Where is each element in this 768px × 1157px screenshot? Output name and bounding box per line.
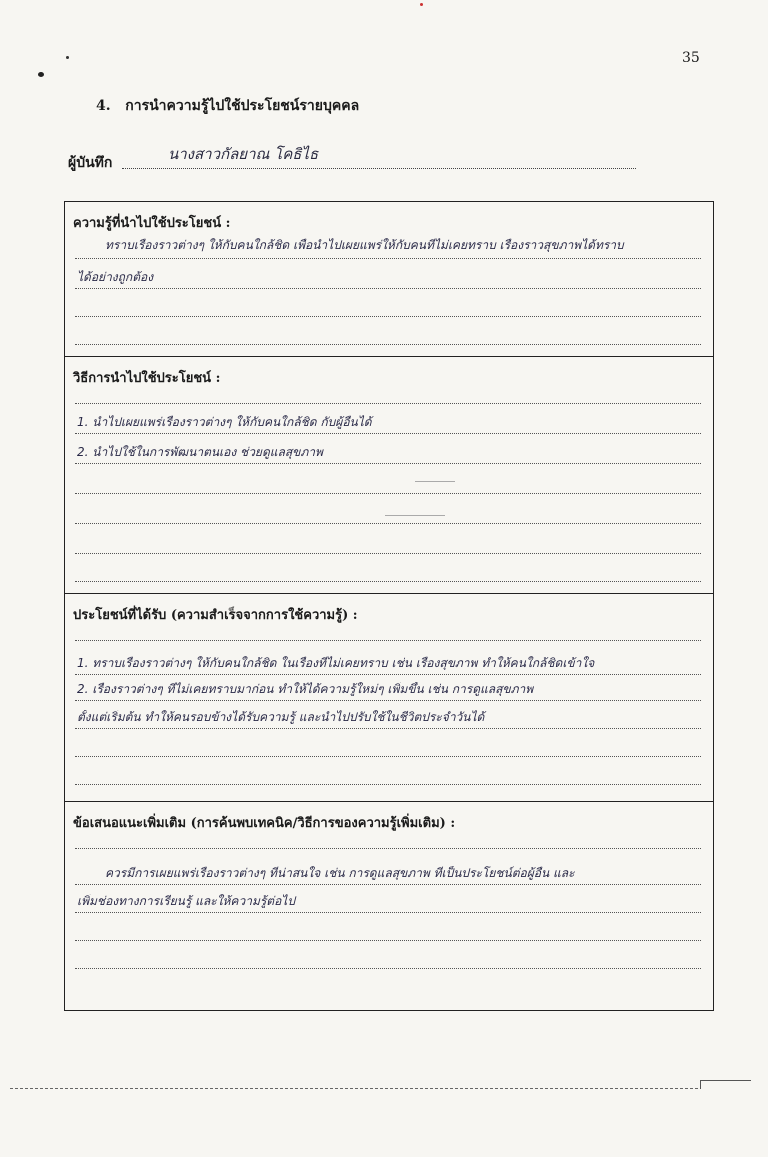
method-section [65, 357, 713, 594]
recorder-dotted-line [122, 168, 636, 169]
dotted-line [75, 700, 701, 701]
suggestion-line: ควรมีการเผยแพร่เรื่องราวต่างๆ ที่น่าสนใจ เช่น การดูแลสุขภาพ ที่เป็นประโยชน์ต่อผู้อื่น และ [105, 866, 575, 880]
dotted-line [75, 288, 701, 289]
dotted-line [75, 912, 701, 913]
dotted-line [75, 258, 701, 259]
heading-text: การนำความรู้ไปใช้ประโยชน์รายบุคคล [125, 98, 360, 114]
speck-mark [38, 72, 44, 77]
benefit-line: 1. ทราบเรื่องราวต่างๆ ให้กับคนใกล้ชิด ในเรื่องที่ไม่เคยทราบ เช่น เรื่องสุขภาพ ทำให้คนใกล้ชิดเข้าใจ [77, 656, 595, 670]
benefit-line: ตั้งแต่เริ่มต้น ทำให้คนรอบข้างได้รับความรู้ และนำไปปรับใช้ในชีวิตประจำวันได้ [77, 710, 485, 724]
method-line: 1. นำไปเผยแพร่เรื่องราวต่างๆ ให้กับคนใกล้ชิด กับผู้อื่นได้ [77, 415, 372, 429]
dotted-line [75, 884, 701, 885]
footer-corner-mark [700, 1080, 751, 1089]
section-heading [96, 95, 359, 117]
form-box [64, 201, 714, 1011]
benefit-line: 2. เรื่องราวต่างๆ ที่ไม่เคยทราบมาก่อน ทำให้ได้ความรู้ใหม่ๆ เพิ่มขึ้น เช่น การดูแลสุขภาพ [77, 682, 534, 696]
dotted-line [75, 581, 701, 582]
knowledge-title: ความรู้ที่นำไปใช้ประโยชน์ : [73, 216, 231, 231]
dotted-line [75, 433, 701, 434]
method-title: วิธีการนำไปใช้ประโยชน์ : [73, 371, 221, 386]
benefit-title: ประโยชน์ที่ได้รับ (ความสำเร็จจากการใช้ความรู้) : [73, 608, 358, 623]
dotted-line [75, 940, 701, 941]
suggestion-line: เพิ่มช่องทางการเรียนรู้ และให้ความรู้ต่อไป [77, 894, 295, 908]
knowledge-section [65, 202, 713, 357]
method-line: 2. นำไปใช้ในการพัฒนาตนเอง ช่วยดูแลสุขภาพ [77, 445, 323, 459]
dotted-line [75, 553, 701, 554]
dotted-line [75, 674, 701, 675]
dotted-line [75, 756, 701, 757]
dotted-line [75, 463, 701, 464]
recorder-label: ผู้บันทึก [68, 155, 113, 171]
dotted-line [75, 493, 701, 494]
dotted-line [75, 640, 701, 641]
speck-mark [66, 56, 69, 59]
dotted-line [75, 728, 701, 729]
recorder-field [68, 145, 636, 174]
page-number: 35 [682, 50, 700, 66]
scan-smudge [385, 515, 445, 516]
dotted-line [75, 316, 701, 317]
dotted-line [75, 784, 701, 785]
benefit-section [65, 594, 713, 802]
suggestion-section [65, 802, 713, 1010]
recorder-name-handwritten: นางสาวกัลยาณ โคธิไธ [168, 145, 319, 163]
dotted-line [75, 403, 701, 404]
speck-mark [420, 3, 423, 6]
dotted-line [75, 344, 701, 345]
knowledge-line: ได้อย่างถูกต้อง [77, 270, 154, 284]
knowledge-line: ทราบเรื่องราวต่างๆ ให้กับคนใกล้ชิด เพื่อนำไปเผยแพร่ให้กับคนที่ไม่เคยทราบ เรื่องราวสุขภาพได้ทราบ [105, 238, 624, 252]
scan-smudge [415, 481, 455, 482]
dotted-line [75, 848, 701, 849]
heading-number: 4. [96, 98, 111, 114]
dotted-line [75, 968, 701, 969]
suggestion-title: ข้อเสนอแนะเพิ่มเติม (การค้นพบเทคนิค/วิธีการของความรู้เพิ่มเติม) : [73, 816, 456, 831]
footer-divider [10, 1088, 698, 1089]
dotted-line [75, 523, 701, 524]
